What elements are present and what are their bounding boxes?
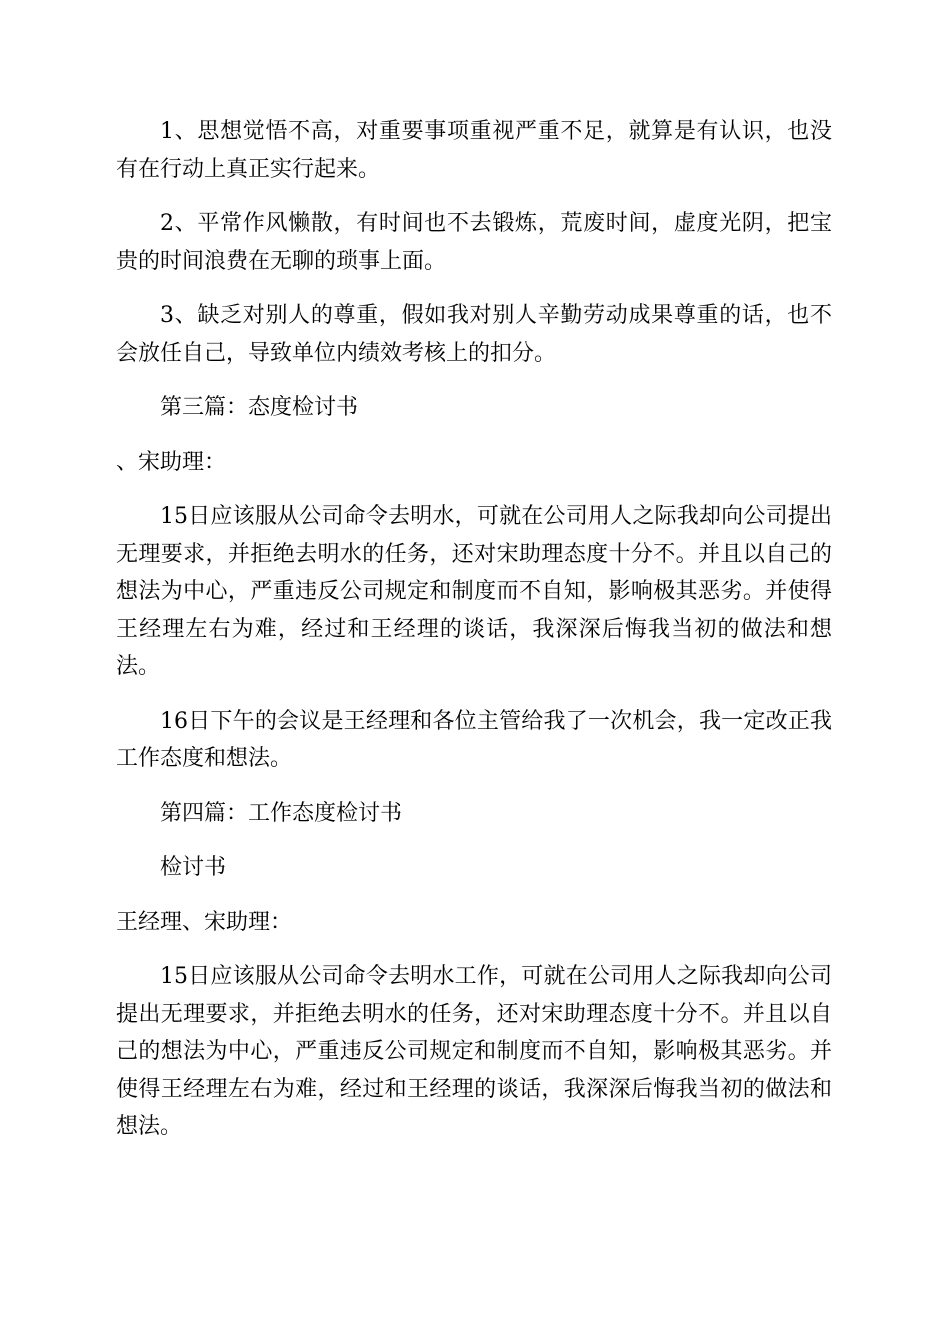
document-title: 检讨书 xyxy=(160,855,227,880)
document-body xyxy=(116,113,832,1163)
paragraph-body-2: 16日下午的会议是王经理和各位主管给我了一次机会，我一定改正我工作态度和想法。 xyxy=(116,708,832,771)
paragraph-point-2: 2、平常作风懒散，有时间也不去锻炼，荒废时间，虚度光阴，把宝贵的时间浪费在无聊的琐事上面。 xyxy=(116,211,832,274)
salutation-1: 、宋助理： xyxy=(116,449,227,475)
paragraph-point-1: 1、思想觉悟不高，对重要事项重视严重不足，就算是有认识，也没有在行动上真正实行起来。 xyxy=(116,119,832,182)
paragraph-body-3: 15日应该服从公司命令去明水工作，可就在公司用人之际我却向公司提出无理要求，并拒绝去明水的任务，还对宋助理态度十分不。并且以自己的想法为中心，严重违反公司规定和制度而不自知，影响极其恶劣。并使得王经理左右为难，经过和王经理的谈话，我深深后悔我当初的做法和想法。 xyxy=(116,964,832,1139)
section-heading-4: 第四篇：工作态度检讨书 xyxy=(160,800,403,826)
salutation-2: 王经理、宋助理： xyxy=(116,909,293,935)
paragraph-point-3: 3、缺乏对别人的尊重，假如我对别人辛勤劳动成果尊重的话，也不会放任自己，导致单位内绩效考核上的扣分。 xyxy=(116,303,832,366)
section-heading-3: 第三篇：态度检讨书 xyxy=(160,395,359,420)
paragraph-body-1: 15日应该服从公司命令去明水，可就在公司用人之际我却向公司提出无理要求，并拒绝去明水的任务，还对宋助理态度十分不。并且以自己的想法为中心，严重违反公司规定和制度而不自知，影响极其恶劣。并使得王经理左右为难，经过和王经理的谈话，我深深后悔我当初的做法和想法。 xyxy=(116,504,832,679)
